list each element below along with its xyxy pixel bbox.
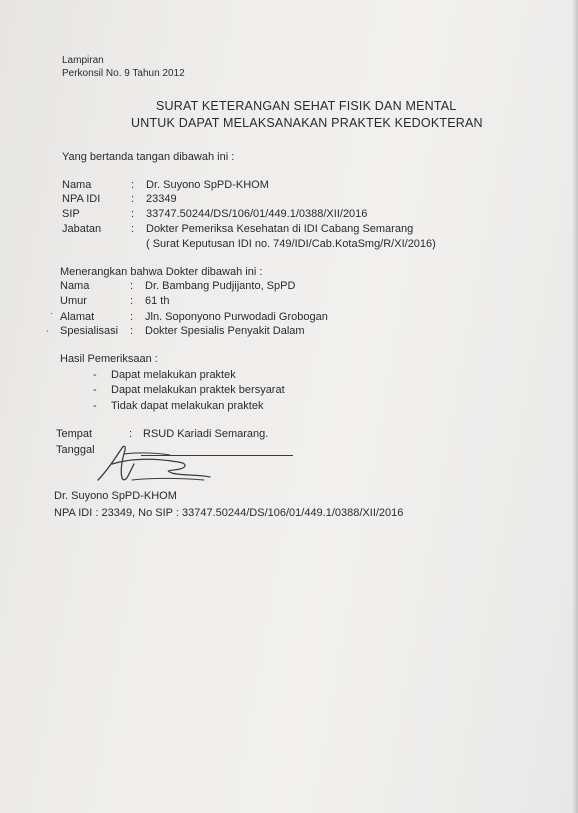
colon: :	[131, 208, 135, 220]
signatory-npa-value: 23349	[146, 193, 177, 205]
results-heading: Hasil Pemeriksaan :	[60, 353, 158, 365]
margin-mark: ·	[50, 308, 54, 319]
signatory-name-value: Dr. Suyono SpPD-KHOM	[146, 179, 269, 191]
subject-intro: Menerangkan bahwa Dokter dibawah ini :	[60, 266, 263, 278]
subject-address-label: Alamat	[60, 311, 95, 323]
signatory-position-value: Dokter Pemeriksa Kesehatan di IDI Cabang Semarang	[146, 223, 414, 235]
place-value: RSUD Kariadi Semarang.	[143, 428, 269, 440]
signatory-intro: Yang bertanda tangan dibawah ini :	[62, 151, 235, 163]
signatory-name-label: Nama	[62, 179, 92, 191]
subject-age-label: Umur	[60, 295, 87, 307]
document-title-line2: UNTUK DAPAT MELAKSANAKAN PRAKTEK KEDOKTERAN	[131, 116, 483, 130]
subject-name-label: Nama	[60, 280, 90, 292]
signatory-decree: ( Surat Keputusan IDI no. 749/IDI/Cab.KotaSmg/R/XI/2016)	[146, 238, 436, 250]
document-title-line1: SURAT KETERANGAN SEHAT FISIK DAN MENTAL	[156, 99, 457, 113]
colon: :	[130, 311, 134, 323]
signatory-npa-label: NPA IDI	[62, 193, 101, 205]
colon: :	[131, 179, 135, 191]
handwritten-signature	[92, 440, 222, 485]
margin-mark: ˎ	[46, 322, 50, 333]
subject-name-value: Dr. Bambang Pudjijanto, SpPD	[145, 280, 296, 292]
subject-address-value: Jln. Soponyono Purwodadi Grobogan	[145, 311, 328, 323]
result-option: Tidak dapat melakukan praktek	[111, 400, 264, 412]
colon: :	[131, 223, 135, 235]
signer-name: Dr. Suyono SpPD-KHOM	[54, 490, 177, 502]
bullet: -	[93, 400, 97, 412]
place-label: Tempat	[56, 428, 93, 440]
result-option: Dapat melakukan praktek bersyarat	[111, 384, 285, 396]
signatory-sip-value: 33747.50244/DS/106/01/449.1/0388/XII/2016	[146, 208, 368, 220]
colon: :	[130, 280, 134, 292]
signatory-position-label: Jabatan	[62, 223, 102, 235]
signer-ids: NPA IDI : 23349, No SIP : 33747.50244/DS/106/01/449.1/0388/XII/2016	[54, 507, 404, 519]
colon: :	[131, 193, 135, 205]
attachment-label: Lampiran	[62, 55, 104, 66]
subject-specialty-value: Dokter Spesialis Penyakit Dalam	[145, 325, 305, 337]
bullet: -	[93, 384, 97, 396]
colon: :	[130, 295, 134, 307]
signatory-sip-label: SIP	[62, 208, 80, 220]
result-option: Dapat melakukan praktek	[111, 369, 236, 381]
colon: :	[130, 325, 134, 337]
subject-age-value: 61 th	[145, 295, 170, 307]
subject-specialty-label: Spesialisasi	[60, 325, 119, 337]
bullet: -	[93, 369, 97, 381]
colon: :	[129, 428, 133, 440]
page-edge-shadow	[572, 0, 578, 813]
regulation-label: Perkonsil No. 9 Tahun 2012	[62, 68, 185, 79]
date-label: Tanggal	[56, 444, 95, 456]
